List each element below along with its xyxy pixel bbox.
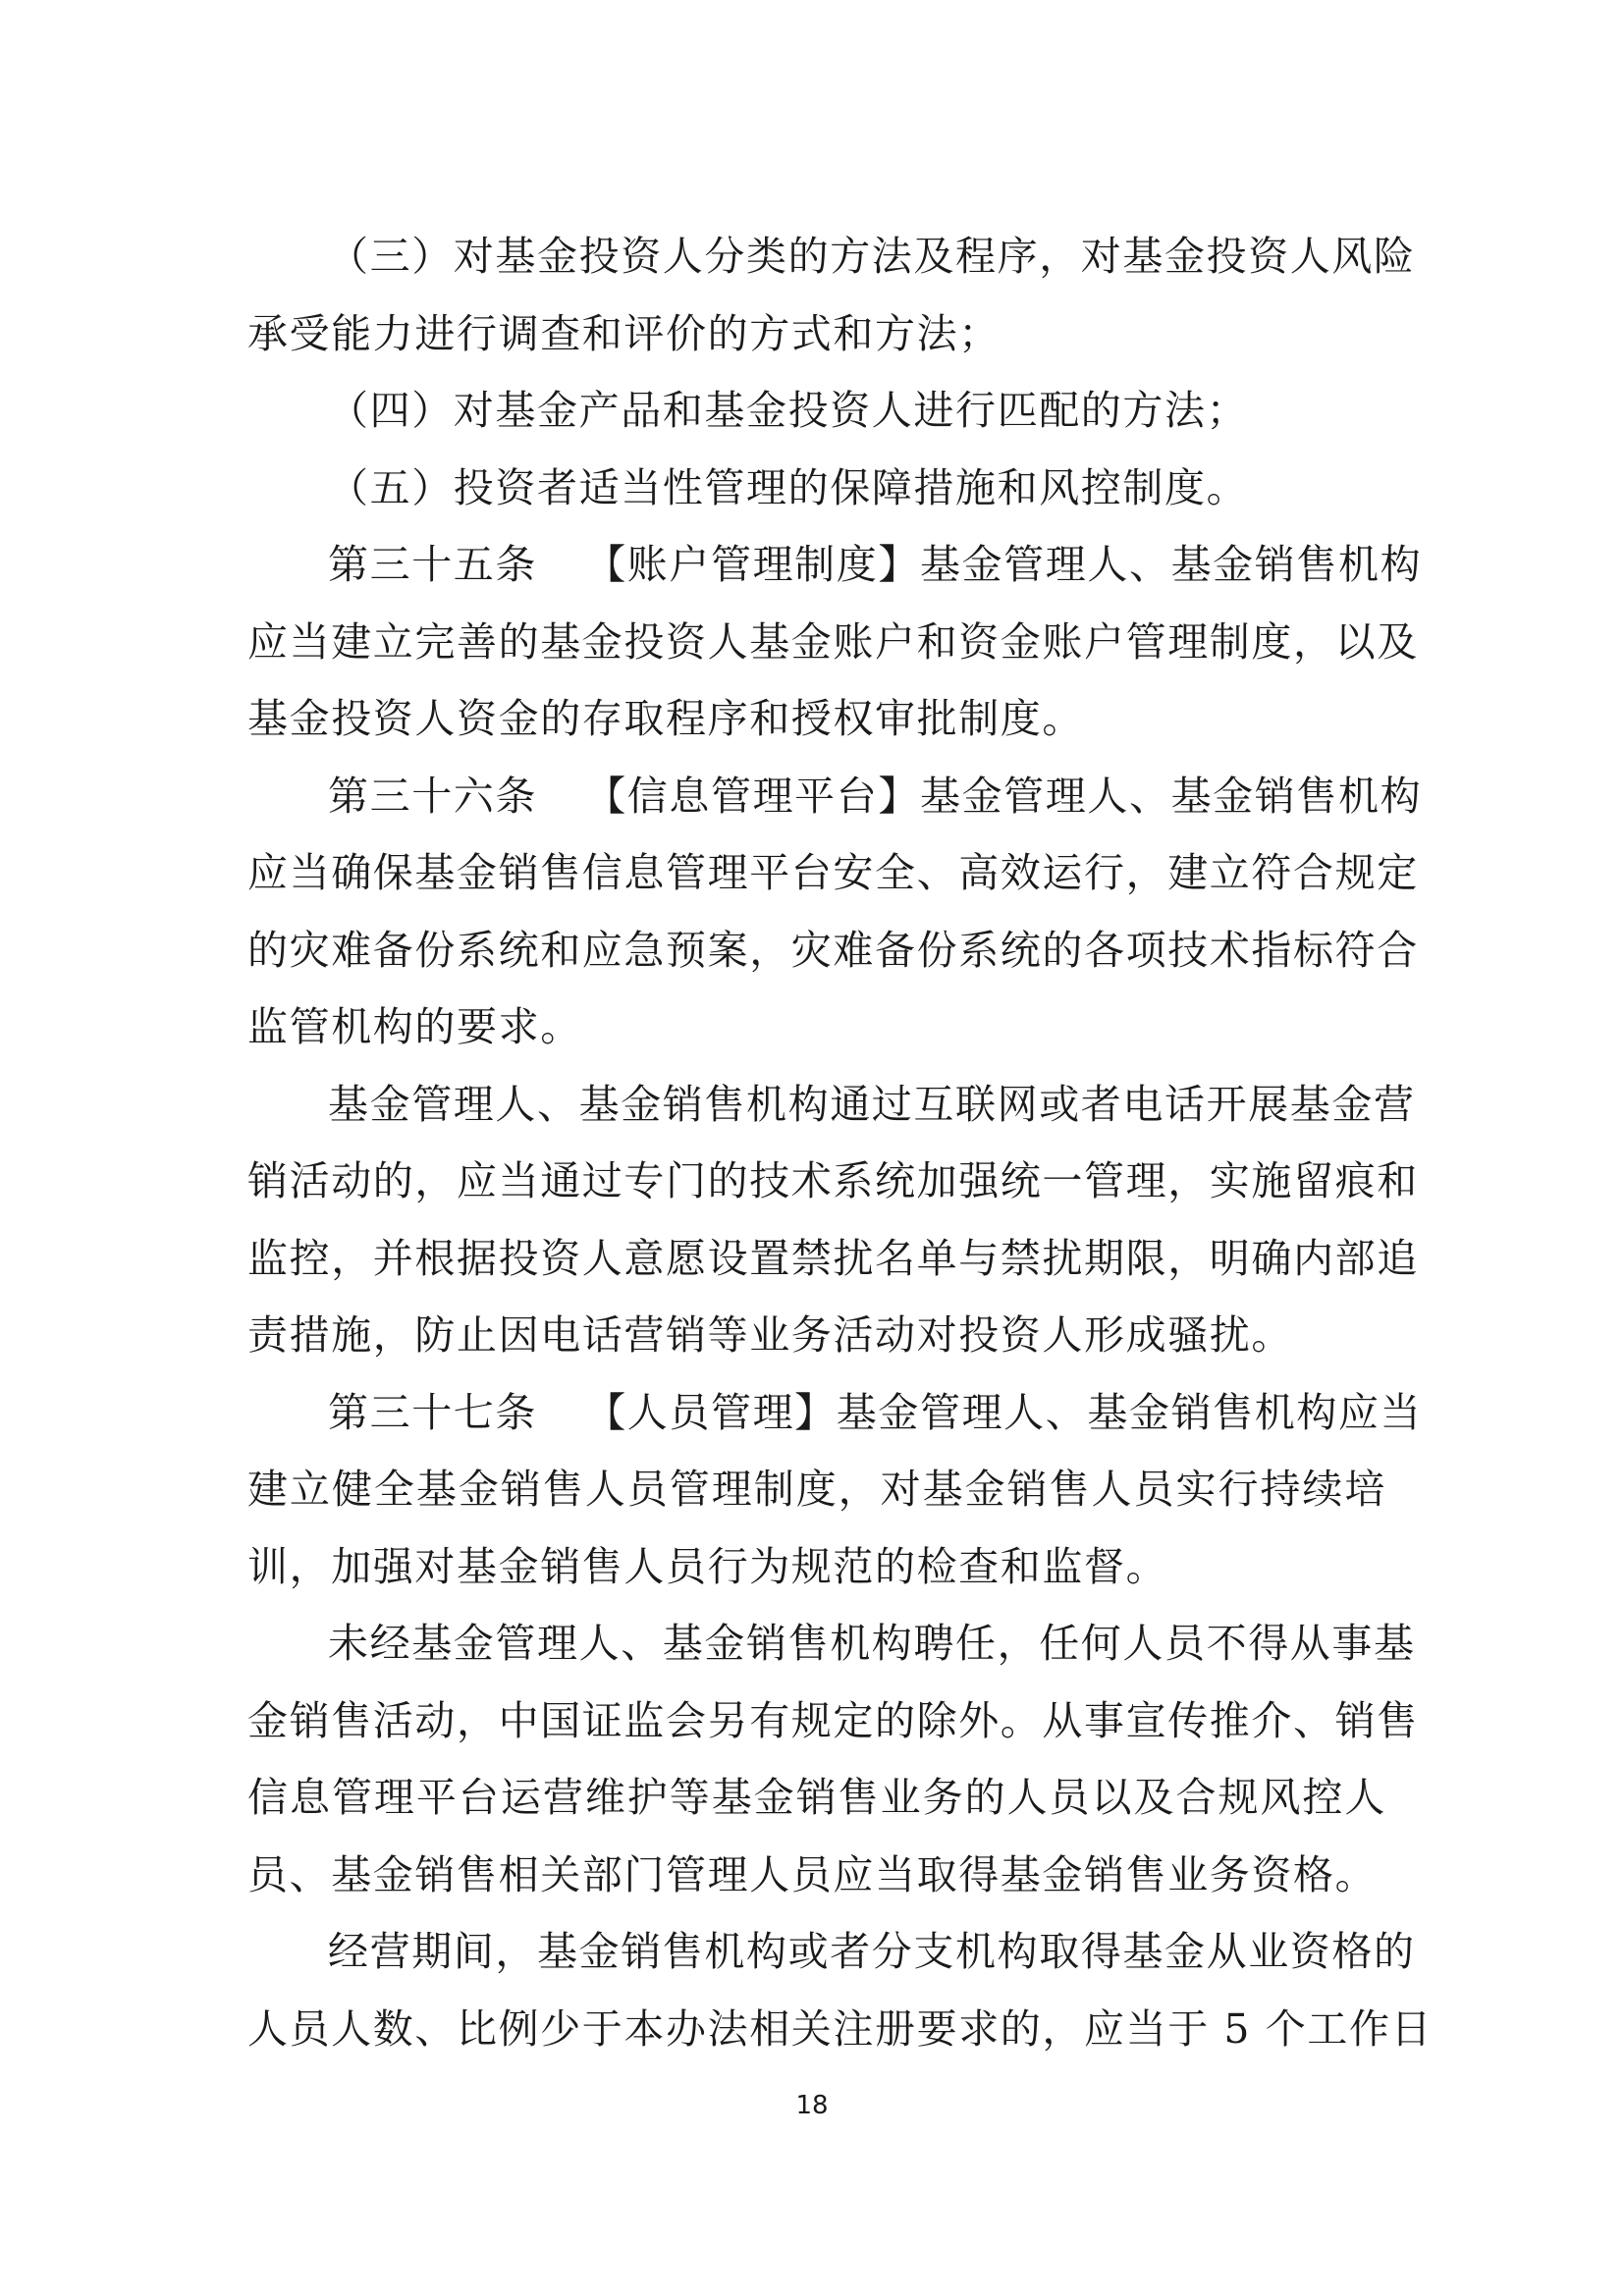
- text-line: 基金投资人资金的存取程序和授权审批制度。: [247, 695, 1084, 742]
- article-number: 第三十五条: [328, 541, 537, 588]
- article-36: [247, 758, 1423, 1066]
- document-body: [247, 218, 1434, 2067]
- text-line: （五）投资者适当性管理的保障措施和风控制度。: [328, 463, 1249, 511]
- text-line: 建立健全基金销售人员管理制度，对基金销售人员实行持续培: [247, 1466, 1386, 1513]
- text-line: [247, 526, 1423, 604]
- text-line: [247, 1374, 1423, 1452]
- text-line: 的灾难备份系统和应急预案，灾难备份系统的各项技术指标符合: [247, 926, 1419, 974]
- text-line: 训，加强对基金销售人员行为规范的检查和监督。: [247, 1542, 1168, 1590]
- text-line: 监控，并根据投资人意愿设置禁扰名单与禁扰期限，明确内部追: [247, 1234, 1419, 1282]
- article-number: 第三十七条: [328, 1388, 537, 1436]
- article-heading-text: 【人员管理】基金管理人、基金销售机构应当: [585, 1388, 1423, 1436]
- text-line: [247, 758, 1423, 835]
- text-line: （四）对基金产品和基金投资人进行匹配的方法；: [328, 387, 1249, 434]
- article-35: [247, 526, 1423, 758]
- article-37-paragraph-2: [247, 1605, 1419, 1913]
- text-line: 金销售活动，中国证监会另有规定的除外。从事宣传推介、销售: [247, 1696, 1419, 1744]
- text-line: 应当确保基金销售信息管理平台安全、高效运行，建立符合规定: [247, 849, 1419, 896]
- text-line: 基金管理人、基金销售机构通过互联网或者电话开展基金营: [328, 1080, 1416, 1128]
- text-line: 员、基金销售相关部门管理人员应当取得基金销售业务资格。: [247, 1850, 1378, 1898]
- article-37-paragraph-3: [247, 1913, 1434, 2067]
- article-36-paragraph-2: [247, 1066, 1419, 1374]
- article-heading-text: 【账户管理制度】基金管理人、基金销售机构: [585, 541, 1423, 588]
- text-line: 责措施，防止因电话营销等业务活动对投资人形成骚扰。: [247, 1311, 1293, 1359]
- list-item-five: [247, 450, 1386, 527]
- text-line: 应当建立完善的基金投资人基金账户和资金账户管理制度，以及: [247, 617, 1419, 666]
- text-line: 信息管理平台运营维护等基金销售业务的人员以及合规风控人: [247, 1774, 1386, 1821]
- article-number: 第三十六条: [328, 772, 537, 820]
- list-item-four: [247, 372, 1386, 450]
- text-line: 经营期间，基金销售机构或者分支机构取得基金从业资格的: [328, 1928, 1416, 1975]
- text-line: 销活动的，应当通过专门的技术系统加强统一管理，实施留痕和: [247, 1157, 1419, 1204]
- list-item-three: [247, 218, 1416, 372]
- text-line: 未经基金管理人、基金销售机构聘任，任何人员不得从事基: [328, 1620, 1416, 1667]
- article-37: [247, 1374, 1423, 1606]
- text-line: 承受能力进行调查和评价的方式和方法；: [247, 309, 1001, 357]
- page-number: 18: [795, 2091, 829, 2120]
- text-line: 人员人数、比例少于本办法相关注册要求的，应当于 5 个工作日: [247, 2004, 1434, 2053]
- article-heading-text: 【信息管理平台】基金管理人、基金销售机构: [585, 772, 1423, 820]
- text-line: （三）对基金投资人分类的方法及程序，对基金投资人风险: [328, 233, 1416, 280]
- text-line: 监管机构的要求。: [247, 1003, 582, 1050]
